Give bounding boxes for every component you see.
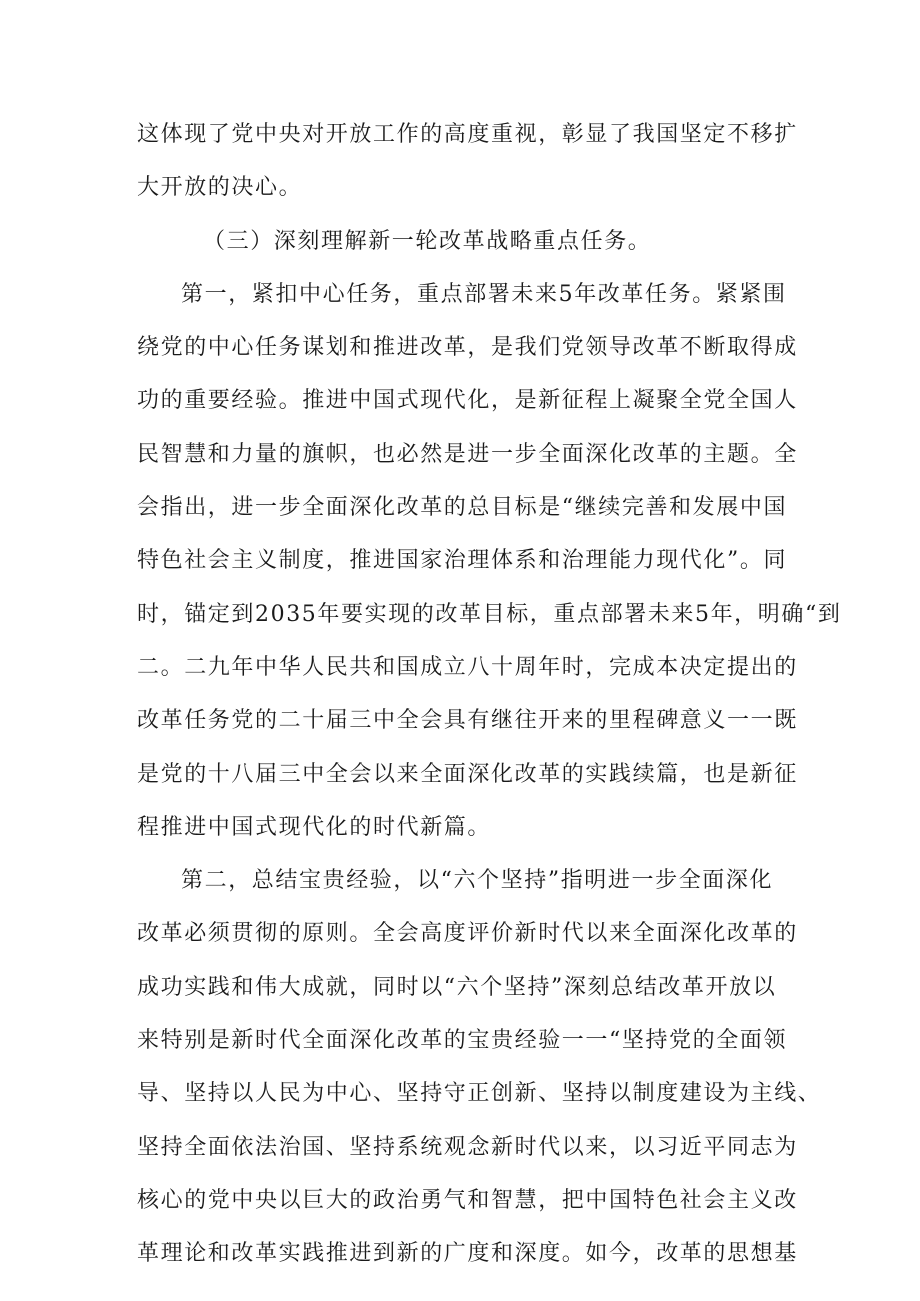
text-line: 改革任务党的二十届三中全会具有继往开来的里程碑意义一一既 — [137, 708, 798, 734]
text-line: 革理论和改革实践推进到新的广度和深度。如今，改革的思想基 — [137, 1241, 798, 1267]
text-line: 二。二九年中华人民共和国成立八十周年时，完成本决定提出的 — [137, 654, 798, 680]
paragraph-start: 第一，紧扣中心任务，重点部署未来5年改革任务。紧紧围 — [181, 281, 787, 307]
text-line: 民智慧和力量的旗帜，也必然是进一步全面深化改革的主题。全 — [137, 441, 798, 467]
text-line: 功的重要经验。推进中国式现代化，是新征程上凝聚全党全国人 — [137, 388, 798, 414]
section-heading: （三）深刻理解新一轮改革战略重点任务。 — [203, 228, 652, 254]
text-line: 程推进中国式现代化的时代新篇。 — [137, 814, 492, 840]
text-line: 绕党的中心任务谋划和推进改革，是我们党领导改革不断取得成 — [137, 335, 798, 361]
text-line: 导、坚持以人民为中心、坚持守正创新、坚持以制度建设为主线、 — [137, 1081, 822, 1107]
text-line: 核心的党中央以巨大的政治勇气和智慧，把中国特色社会主义改 — [137, 1187, 798, 1213]
text-line: 改革必须贯彻的原则。全会高度评价新时代以来全面深化改革的 — [137, 921, 798, 947]
text-line: 时，锚定到2035年要实现的改革目标，重点部署未来5年，明确“到 — [137, 601, 842, 627]
text-line: 坚持全面依法治国、坚持系统观念新时代以来，以习近平同志为 — [137, 1134, 798, 1160]
paragraph-start: 第二，总结宝贵经验，以“六个坚持”指明进一步全面深化 — [181, 868, 774, 894]
text-line: 是党的十八届三中全会以来全面深化改革的实践续篇，也是新征 — [137, 761, 798, 787]
text-line: 成功实践和伟大成就，同时以“六个坚持”深刻总结改革开放以 — [137, 974, 777, 1000]
text-line: 会指出，进一步全面深化改革的总目标是“继续完善和发展中国 — [137, 495, 788, 521]
text-line: 这体现了党中央对开放工作的高度重视，彰显了我国坚定不移扩 — [137, 122, 798, 147]
text-line: 特色社会主义制度，推进国家治理体系和治理能力现代化”。同 — [137, 548, 788, 574]
text-line: 大开放的决心。 — [137, 175, 303, 201]
text-line: 来特别是新时代全面深化改革的宝贵经验一一“坚持党的全面领 — [137, 1028, 788, 1054]
body-text — [137, 108, 842, 1281]
